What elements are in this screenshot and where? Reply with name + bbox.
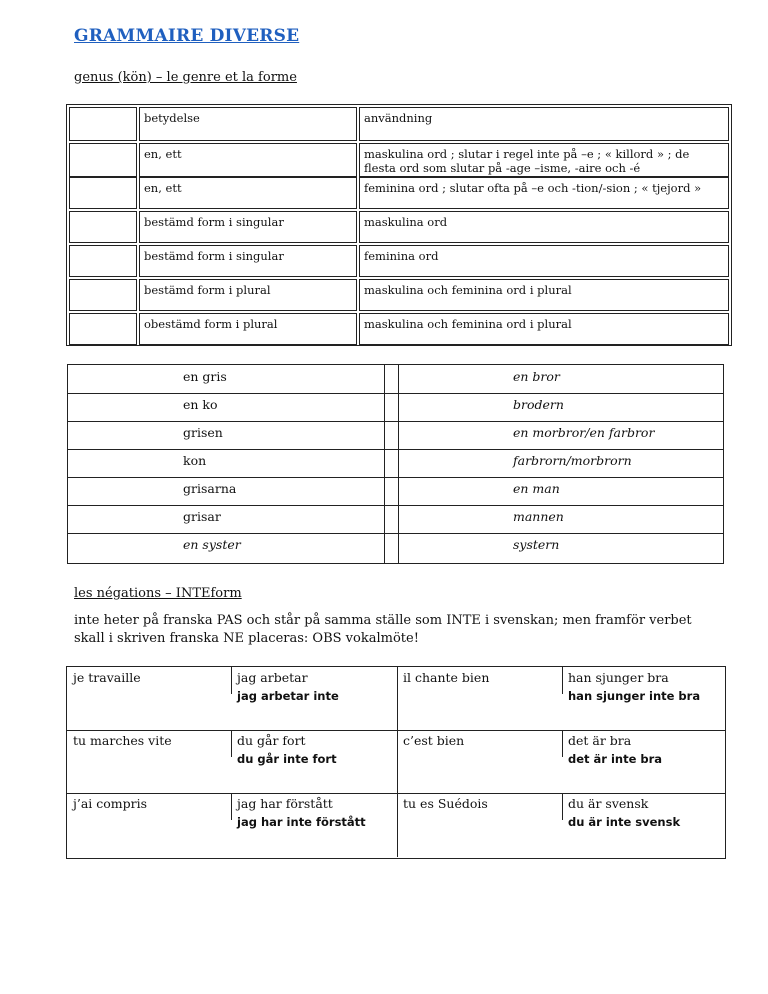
table-cell: en, ett [139, 177, 357, 209]
table-cell: det är bra [568, 733, 632, 748]
table-cell: han sjunger inte bra [568, 689, 701, 703]
table-cell: du är svensk [568, 796, 649, 811]
table-row [68, 393, 723, 422]
words-table [67, 364, 724, 564]
table-cell: jag arbetar [237, 670, 308, 685]
genus-heading: genus (kön) – le genre et la forme [74, 70, 297, 85]
table-cell: tu es Suédois [403, 796, 488, 811]
page-title: GRAMMAIRE DIVERSE [74, 26, 300, 46]
table-row [68, 365, 723, 394]
table-cell: mannen [513, 509, 564, 524]
table-cell: maskulina och feminina ord i plural [359, 279, 729, 311]
table-cell: obestämd form i plural [139, 313, 357, 345]
table-cell: il chante bien [403, 670, 490, 685]
table-cell: brodern [513, 397, 564, 412]
header-cell: betydelse [139, 107, 357, 141]
table-cell: bestämd form i singular [139, 245, 357, 277]
table-cell: maskulina och feminina ord i plural [359, 313, 729, 345]
table-cell: det är inte bra [568, 752, 663, 766]
table-cell: du går fort [237, 733, 306, 748]
table-cell: jag arbetar inte [237, 689, 339, 703]
table-cell: maskulina ord [359, 211, 729, 243]
table-cell: bestämd form i plural [139, 279, 357, 311]
table-row [67, 143, 731, 177]
table-cell: j’ai compris [73, 796, 148, 811]
table-cell: en ko [183, 397, 218, 412]
table-row [67, 313, 731, 345]
table-cell: feminina ord ; slutar ofta på –e och -tion/-sion ; « tjejord » [359, 177, 729, 209]
table-cell: c’est bien [403, 733, 465, 748]
table-cell: systern [513, 537, 560, 552]
table-cell: en, ett [139, 143, 357, 177]
table-cell: grisar [183, 509, 221, 524]
table-row [67, 793, 725, 857]
table-row [67, 177, 731, 209]
table-row [67, 730, 725, 794]
table-row [68, 505, 723, 534]
table-row [67, 211, 731, 243]
table-cell: en bror [513, 369, 560, 384]
table-row [68, 421, 723, 450]
table-cell: en morbror/en farbror [513, 425, 655, 440]
table-cell: farbrorn/morbrorn [513, 453, 632, 468]
table-cell: jag har förstått [237, 796, 333, 811]
table-row [67, 667, 725, 731]
table-row [67, 245, 731, 277]
genus-table [66, 104, 732, 346]
table-cell: grisen [183, 425, 223, 440]
negation-table [66, 666, 726, 859]
table-cell: han sjunger bra [568, 670, 669, 685]
negation-text: inte heter på franska PAS och står på samma ställe som INTE i svenskan; men framför verbet skall i skriven franska NE placeras: OBS vokalmöte! [74, 613, 692, 646]
table-cell: tu marches vite [73, 733, 172, 748]
table-cell: kon [183, 453, 207, 468]
table-cell: du är inte svensk [568, 815, 681, 829]
table-row [68, 449, 723, 478]
table-row [67, 107, 731, 141]
negation-heading: les négations – INTEform [74, 586, 242, 601]
table-cell: je travaille [73, 670, 141, 685]
table-cell: bestämd form i singular [139, 211, 357, 243]
table-cell: en gris [183, 369, 227, 384]
table-cell: en man [513, 481, 560, 496]
table-cell: grisarna [183, 481, 237, 496]
header-cell: användning [359, 107, 729, 141]
table-row [68, 533, 723, 562]
table-cell: en syster [183, 537, 241, 552]
table-cell: maskulina ord ; slutar i regel inte på –e ; « killord » ; de flesta ord som slutar på -age –isme, -aire och -é [359, 143, 729, 177]
table-cell: jag har inte förstått [237, 815, 366, 829]
table-row [67, 279, 731, 311]
table-cell: feminina ord [359, 245, 729, 277]
table-cell: du går inte fort [237, 752, 337, 766]
table-row [68, 477, 723, 506]
